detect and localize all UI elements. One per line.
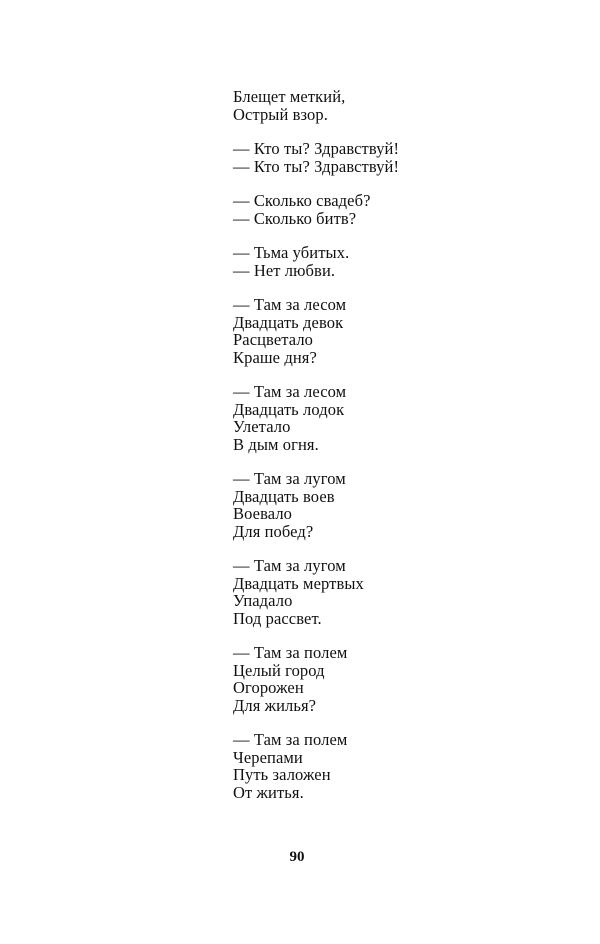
poem-line: Двадцать воев xyxy=(233,486,335,506)
poem-line: Краше дня? xyxy=(233,347,317,367)
poem-line: — Там за полем xyxy=(233,730,348,749)
poem-line: Двадцать мертвых xyxy=(233,573,364,593)
poem-line: Огорожен xyxy=(233,678,304,697)
poem-line: — Там за лесом xyxy=(233,382,347,401)
stanza xyxy=(233,244,573,279)
poem-line: Улетало xyxy=(233,417,291,436)
stanza xyxy=(233,88,573,123)
poem-line: Упадало xyxy=(233,591,293,610)
stanza xyxy=(233,731,573,801)
poem-line: — Кто ты? Здравствуй! xyxy=(233,139,400,158)
poem-line: — Тьма убитых. xyxy=(233,243,350,262)
poem-line: — Там за лугом xyxy=(233,556,346,575)
stanza xyxy=(233,644,573,714)
poem-line: Путь заложен xyxy=(233,765,331,784)
poem-line: Двадцать девок xyxy=(233,312,344,332)
page-number xyxy=(0,849,600,866)
poem-line: Для побед? xyxy=(233,521,314,541)
poem-line: Воевало xyxy=(233,504,293,523)
poem-line: В дым огня. xyxy=(233,434,319,454)
stanza xyxy=(233,383,573,453)
stanza xyxy=(233,192,573,227)
poem-line: — Сколько битв? xyxy=(233,208,357,228)
poem-line: — Кто ты? Здравствуй! xyxy=(233,156,400,176)
stanza xyxy=(233,470,573,540)
poem-line: — Сколько свадеб? xyxy=(233,191,371,210)
poem-line: Расцветало xyxy=(233,330,314,349)
stanza xyxy=(233,140,573,175)
stanza xyxy=(233,296,573,366)
poem-line: Целый город xyxy=(233,660,325,680)
poem-line: Черепами xyxy=(233,747,303,767)
page-number-text: 90 xyxy=(289,849,305,865)
stanza xyxy=(233,557,573,627)
poem-line: Блещет меткий, xyxy=(233,87,346,106)
poem-line: — Там за лесом xyxy=(233,295,347,314)
poem-line: Под рассвет. xyxy=(233,608,322,628)
poem-text xyxy=(233,88,573,818)
poem-line: — Нет любви. xyxy=(233,260,336,280)
poem-line: От житья. xyxy=(233,782,304,802)
poem-line: Острый взор. xyxy=(233,104,328,124)
poem-line: Для жилья? xyxy=(233,695,317,715)
poem-line: — Там за полем xyxy=(233,643,348,662)
poem-line: — Там за лугом xyxy=(233,469,346,488)
poem-line: Двадцать лодок xyxy=(233,399,345,419)
